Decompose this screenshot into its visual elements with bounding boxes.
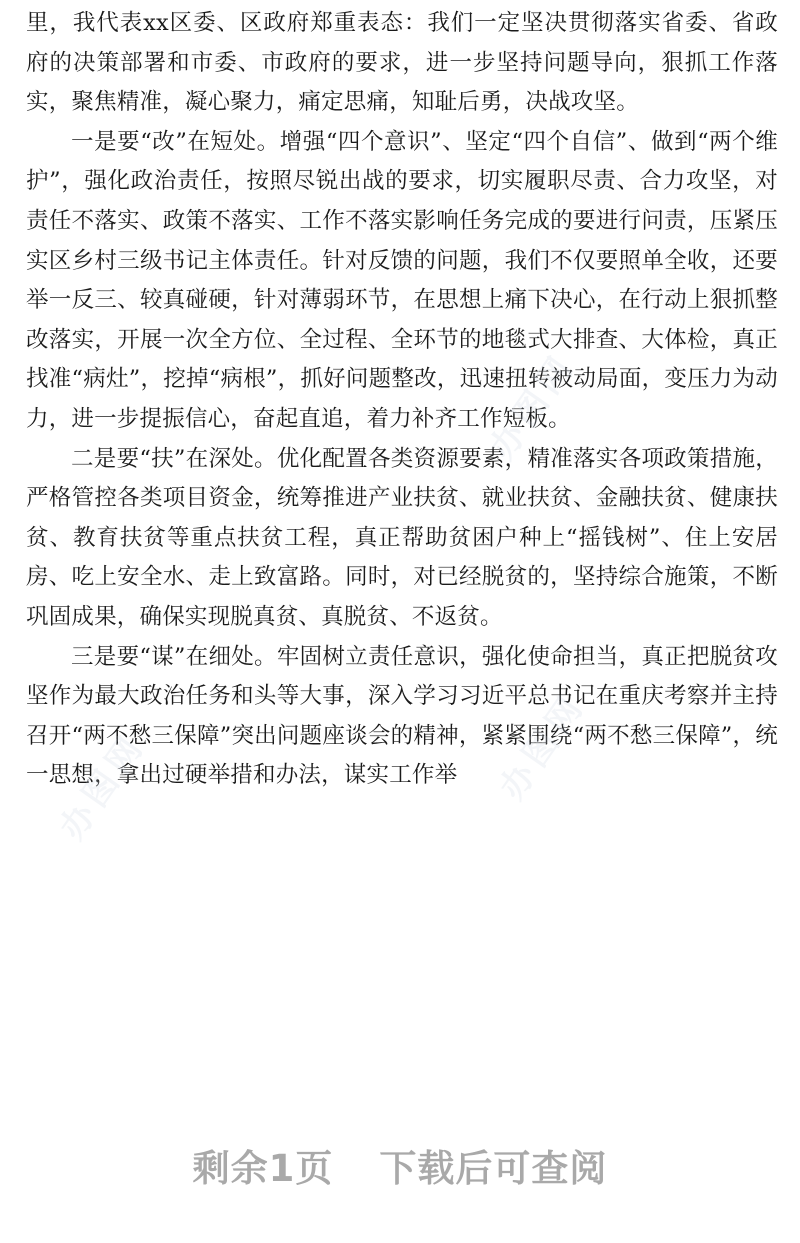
paragraph-point-two: 二是要“扶”在深处。优化配置各类资源要素，精准落实各项政策措施，严格管控各类项目资金，统筹推进产业扶贫、就业扶贫、金融扶贫、健康扶贫、教育扶贫等重点扶贫工程，真正帮助贫困户种上“摇钱树”、住上安居房、吃上安全水、走上致富路。同时，对已经脱贫的，坚持综合施策，不断巩固成果，确保实现脱真贫、真脱贫、不返贫。 xyxy=(26,445,778,630)
paragraph-point-one: 一是要“改”在短处。增强“四个意识”、坚定“四个自信”、做到“两个维护”，强化政治责任，按照尽锐出战的要求，切实履职尽责、合力攻坚，对责任不落实、政策不落实、工作不落实影响任务完成的要进行问责，压紧压实区乡村三级书记主体责任。针对反馈的问题，我们不仅要照单全收，还要举一反三、较真碰硬，针对薄弱环节，在思想上痛下决心，在行动上狠抓整改落实，开展一次全方位、全过程、全环节的地毯式大排查、大体检，真正找准“病灶”，挖掉“病根”，抓好问题整改，迅速扭转被动局面，变压力为动力，进一步提振信心，奋起直追，着力补齐工作短板。 xyxy=(26,128,778,432)
download-to-view-label[interactable]: 下载后可查阅 xyxy=(379,1147,608,1190)
document-body xyxy=(26,4,778,796)
remaining-pages-label[interactable]: 剩余1页 xyxy=(192,1147,334,1190)
watermark-text: 办图网 xyxy=(492,685,594,808)
watermark-text: 办图网 xyxy=(482,345,584,468)
download-prompt[interactable] xyxy=(0,1138,800,1192)
watermark-text: 办图网 xyxy=(52,725,154,848)
paragraph-point-three: 三是要“谋”在细处。牢固树立责任意识，强化使命担当，真正把脱贫攻坚作为最大政治任务和头等大事，深入学习习近平总书记在重庆考察并主持召开“两不愁三保障”突出问题座谈会的精神，紧紧围绕“两不愁三保障”，统一思想，拿出过硬举措和办法，谋实工作举 xyxy=(26,643,778,789)
paragraph-opening: 里，我代表xx区委、区政府郑重表态：我们一定坚决贯彻落实省委、省政府的决策部署和市委、市政府的要求，进一步坚持问题导向，狠抓工作落实，聚焦精准，凝心聚力，痛定思痛，知耻后勇，决战攻坚。 xyxy=(26,10,778,116)
